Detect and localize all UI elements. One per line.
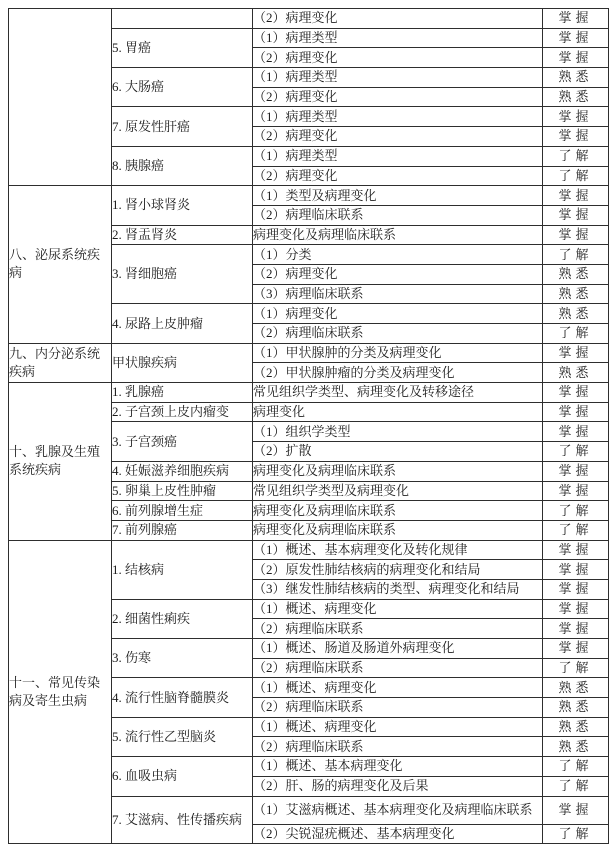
category-cell: 十一、常见传染病及寄生虫病 bbox=[9, 540, 112, 844]
disease-cell: 6. 前列腺增生症 bbox=[112, 501, 253, 521]
level-cell: 掌握 bbox=[543, 225, 609, 245]
item-cell: （1）病理变化 bbox=[253, 304, 543, 324]
level-cell: 掌握 bbox=[543, 540, 609, 560]
level-cell: 了解 bbox=[543, 520, 609, 540]
syllabus-table-body bbox=[9, 9, 609, 844]
level-cell: 掌握 bbox=[543, 402, 609, 422]
level-cell: 了解 bbox=[543, 501, 609, 521]
disease-cell: 5. 卵巢上皮性肿瘤 bbox=[112, 481, 253, 501]
level-cell: 掌握 bbox=[543, 422, 609, 442]
level-cell: 了解 bbox=[543, 757, 609, 777]
level-cell: 了解 bbox=[543, 166, 609, 186]
level-cell: 熟悉 bbox=[543, 304, 609, 324]
disease-cell: 4. 流行性脑脊髓膜炎 bbox=[112, 678, 253, 717]
level-cell: 熟悉 bbox=[543, 87, 609, 107]
level-cell: 掌握 bbox=[543, 639, 609, 659]
item-cell: （2）甲状腺肿瘤的分类及病理变化 bbox=[253, 363, 543, 383]
level-cell: 熟悉 bbox=[543, 264, 609, 284]
item-cell: （1）类型及病理变化 bbox=[253, 186, 543, 206]
level-cell: 熟悉 bbox=[543, 737, 609, 757]
level-cell: 掌握 bbox=[543, 9, 609, 29]
level-cell: 掌握 bbox=[543, 28, 609, 48]
level-cell: 掌握 bbox=[543, 461, 609, 481]
item-cell: （3）继发性肺结核病的类型、病理变化和结局 bbox=[253, 579, 543, 599]
item-cell: 病理变化及病理临床联系 bbox=[253, 225, 543, 245]
disease-cell: 7. 艾滋病、性传播疾病 bbox=[112, 796, 253, 844]
disease-cell: 7. 前列腺癌 bbox=[112, 520, 253, 540]
level-cell: 掌握 bbox=[543, 107, 609, 127]
disease-cell: 6. 血吸虫病 bbox=[112, 757, 253, 796]
disease-cell: 3. 子宫颈癌 bbox=[112, 422, 253, 461]
level-cell: 了解 bbox=[543, 824, 609, 844]
disease-cell: 6. 大肠癌 bbox=[112, 68, 253, 107]
item-cell: 常见组织学类型及病理变化 bbox=[253, 481, 543, 501]
item-cell: 病理变化 bbox=[253, 402, 543, 422]
level-cell: 掌握 bbox=[543, 343, 609, 363]
disease-cell: 1. 结核病 bbox=[112, 540, 253, 599]
item-cell: （1）概述、病理变化 bbox=[253, 599, 543, 619]
item-cell: （1）组织学类型 bbox=[253, 422, 543, 442]
disease-cell: 1. 乳腺癌 bbox=[112, 383, 253, 403]
item-cell: 常见组织学类型、病理变化及转移途径 bbox=[253, 383, 543, 403]
level-cell: 掌握 bbox=[543, 619, 609, 639]
item-cell: （2）病理变化 bbox=[253, 87, 543, 107]
item-cell: （2）扩散 bbox=[253, 442, 543, 462]
item-cell: （2）病理临床联系 bbox=[253, 205, 543, 225]
item-cell: （2）原发性肺结核病的病理变化和结局 bbox=[253, 560, 543, 580]
level-cell: 掌握 bbox=[543, 599, 609, 619]
level-cell: 了解 bbox=[543, 658, 609, 678]
level-cell: 了解 bbox=[543, 442, 609, 462]
level-cell: 掌握 bbox=[543, 186, 609, 206]
item-cell: （2）病理变化 bbox=[253, 166, 543, 186]
level-cell: 熟悉 bbox=[543, 717, 609, 737]
category-cell: 八、泌尿系统疾病 bbox=[9, 186, 112, 344]
table-row bbox=[9, 343, 609, 363]
level-cell: 掌握 bbox=[543, 383, 609, 403]
category-cell bbox=[9, 9, 112, 186]
level-cell: 熟悉 bbox=[543, 363, 609, 383]
level-cell: 了解 bbox=[543, 146, 609, 166]
level-cell: 掌握 bbox=[543, 205, 609, 225]
item-cell: （1）病理类型 bbox=[253, 146, 543, 166]
category-cell: 九、内分泌系统疾病 bbox=[9, 343, 112, 382]
item-cell: （1）甲状腺肿的分类及病理变化 bbox=[253, 343, 543, 363]
level-cell: 了解 bbox=[543, 245, 609, 265]
disease-cell: 4. 尿路上皮肿瘤 bbox=[112, 304, 253, 343]
disease-cell bbox=[112, 9, 253, 29]
item-cell: （1）概述、基本病理变化 bbox=[253, 757, 543, 777]
item-cell: （1）病理类型 bbox=[253, 28, 543, 48]
disease-cell: 2. 子宫颈上皮内瘤变 bbox=[112, 402, 253, 422]
item-cell: （1）分类 bbox=[253, 245, 543, 265]
disease-cell: 5. 流行性乙型脑炎 bbox=[112, 717, 253, 756]
item-cell: （2）病理临床联系 bbox=[253, 658, 543, 678]
table-row bbox=[9, 186, 609, 206]
disease-cell: 5. 胃癌 bbox=[112, 28, 253, 67]
level-cell: 了解 bbox=[543, 776, 609, 796]
item-cell: （1）概述、病理变化 bbox=[253, 717, 543, 737]
item-cell: （2）尖锐湿疣概述、基本病理变化 bbox=[253, 824, 543, 844]
disease-cell: 1. 肾小球肾炎 bbox=[112, 186, 253, 225]
table-row bbox=[9, 9, 609, 29]
item-cell: （2）病理临床联系 bbox=[253, 619, 543, 639]
level-cell: 熟悉 bbox=[543, 68, 609, 88]
level-cell: 掌握 bbox=[543, 796, 609, 824]
disease-cell: 3. 肾细胞癌 bbox=[112, 245, 253, 304]
disease-cell: 8. 胰腺癌 bbox=[112, 146, 253, 185]
level-cell: 熟悉 bbox=[543, 284, 609, 304]
disease-cell: 甲状腺疾病 bbox=[112, 343, 253, 382]
item-cell: （1）病理类型 bbox=[253, 107, 543, 127]
level-cell: 了解 bbox=[543, 324, 609, 344]
syllabus-table bbox=[8, 8, 609, 844]
item-cell: 病理变化及病理临床联系 bbox=[253, 520, 543, 540]
table-row bbox=[9, 383, 609, 403]
disease-cell: 2. 肾盂肾炎 bbox=[112, 225, 253, 245]
disease-cell: 7. 原发性肝癌 bbox=[112, 107, 253, 146]
item-cell: （1）艾滋病概述、基本病理变化及病理临床联系 bbox=[253, 796, 543, 824]
disease-cell: 3. 伤寒 bbox=[112, 639, 253, 678]
level-cell: 掌握 bbox=[543, 560, 609, 580]
level-cell: 掌握 bbox=[543, 127, 609, 147]
item-cell: （2）肝、肠的病理变化及后果 bbox=[253, 776, 543, 796]
item-cell: （2）病理变化 bbox=[253, 264, 543, 284]
category-cell: 十、乳腺及生殖系统疾病 bbox=[9, 383, 112, 541]
level-cell: 熟悉 bbox=[543, 698, 609, 718]
item-cell: （2）病理临床联系 bbox=[253, 737, 543, 757]
item-cell: （2）病理临床联系 bbox=[253, 324, 543, 344]
item-cell: （1）概述、病理变化 bbox=[253, 678, 543, 698]
item-cell: （2）病理变化 bbox=[253, 48, 543, 68]
item-cell: （2）病理变化 bbox=[253, 127, 543, 147]
level-cell: 熟悉 bbox=[543, 678, 609, 698]
item-cell: 病理变化及病理临床联系 bbox=[253, 501, 543, 521]
item-cell: （2）病理临床联系 bbox=[253, 698, 543, 718]
table-row bbox=[9, 540, 609, 560]
item-cell: （1）概述、肠道及肠道外病理变化 bbox=[253, 639, 543, 659]
level-cell: 掌握 bbox=[543, 481, 609, 501]
disease-cell: 4. 妊娠滋养细胞疾病 bbox=[112, 461, 253, 481]
level-cell: 掌握 bbox=[543, 48, 609, 68]
item-cell: （1）概述、基本病理变化及转化规律 bbox=[253, 540, 543, 560]
item-cell: （1）病理类型 bbox=[253, 68, 543, 88]
level-cell: 掌握 bbox=[543, 579, 609, 599]
item-cell: （3）病理临床联系 bbox=[253, 284, 543, 304]
item-cell: （2）病理变化 bbox=[253, 9, 543, 29]
item-cell: 病理变化及病理临床联系 bbox=[253, 461, 543, 481]
disease-cell: 2. 细菌性痢疾 bbox=[112, 599, 253, 638]
